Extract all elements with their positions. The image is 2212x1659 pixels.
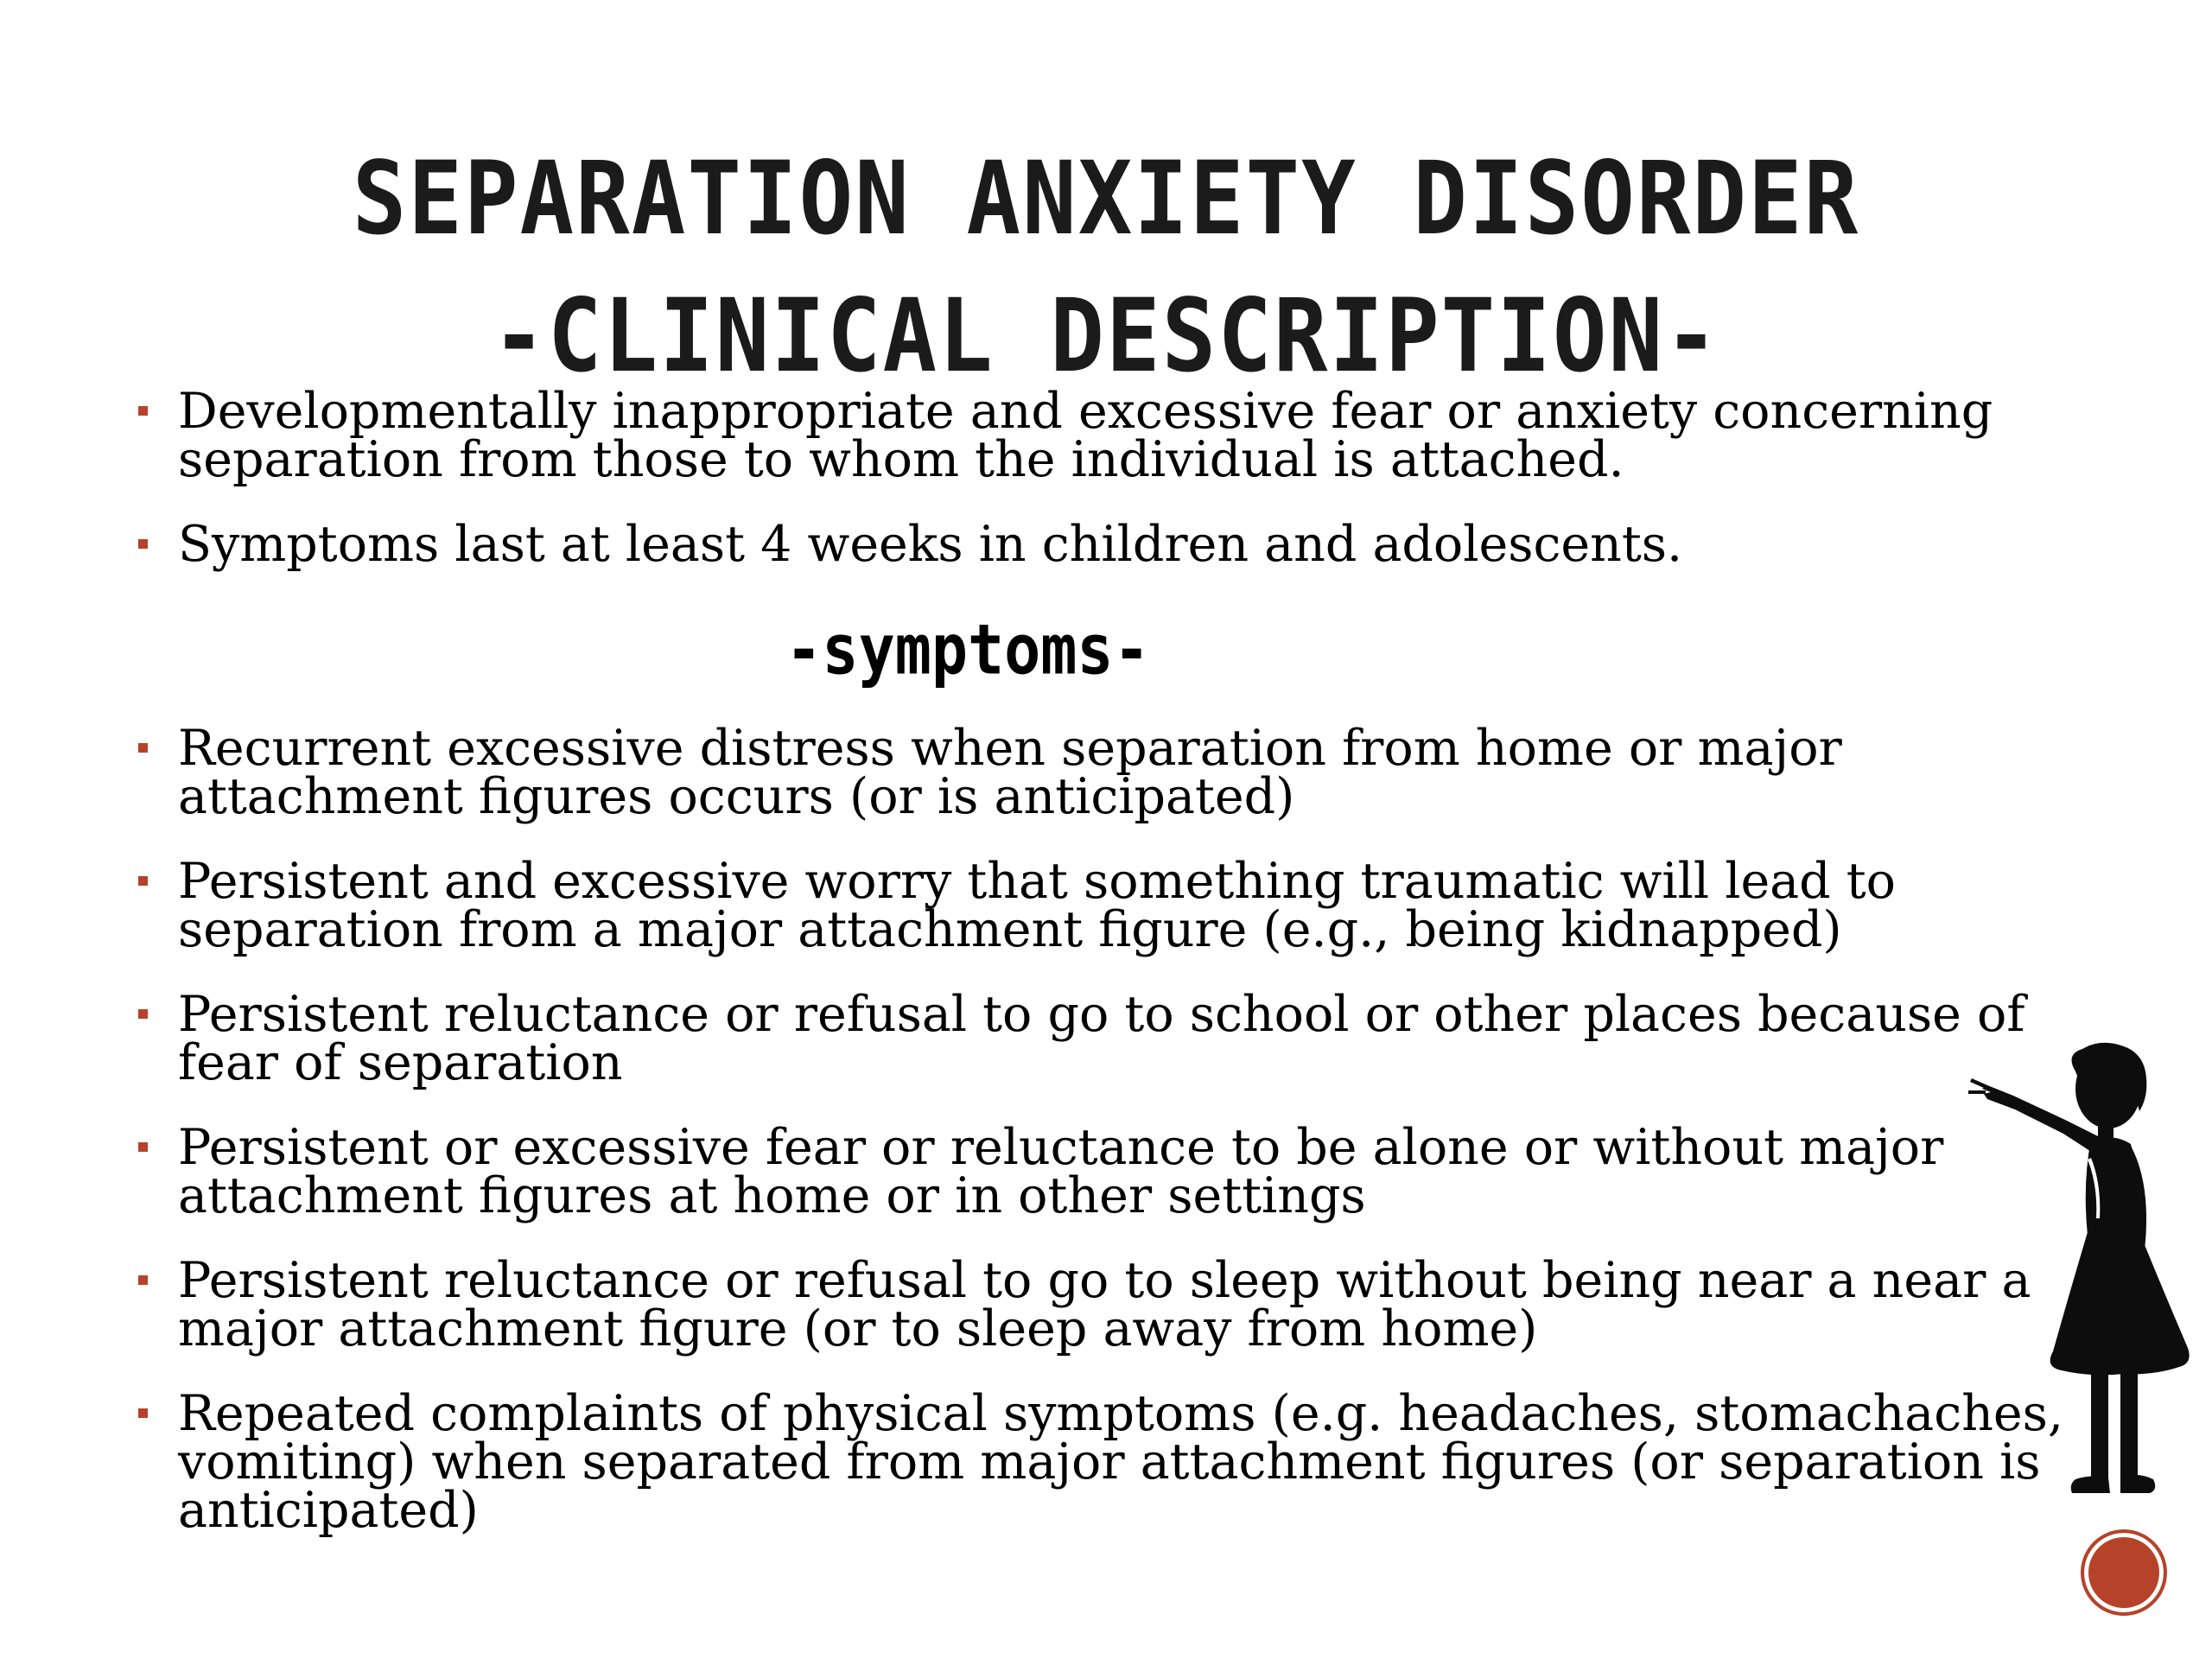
slide-title: [0, 130, 2212, 404]
list-item: [138, 720, 2091, 825]
girl-reaching-silhouette-icon: [1961, 1037, 2203, 1521]
symptom-bullet-list: [138, 720, 2091, 1571]
list-item: [138, 986, 2091, 1091]
symptoms-heading: -symptoms-: [785, 608, 1150, 691]
bullet-square-icon: [138, 743, 148, 753]
bullet-square-icon: [138, 1009, 148, 1019]
bullet-text: Repeated complaints of physical symptoms (e.g. headaches, stomachaches, vomiting) when separated from major attachment figures (or separation is anticipated): [178, 1385, 2064, 1539]
bullet-text: Persistent or excessive fear or reluctance to be alone or without major attachment figures at home or in other settings: [178, 1119, 1944, 1224]
list-item: [138, 1119, 2091, 1224]
bullet-text: Developmentally inappropriate and excessive fear or anxiety concerning separation from those to whom the individual is attached.: [178, 383, 1993, 488]
list-item: [138, 383, 2091, 488]
bullet-text: Persistent and excessive worry that something traumatic will lead to separation from a major attachment figure (e.g., being kidnapped): [178, 853, 1896, 958]
bullet-square-icon: [138, 876, 148, 886]
bullet-square-icon: [138, 539, 148, 549]
slide-title-line-2: -CLINICAL DESCRIPTION-: [492, 276, 1720, 395]
bullet-text: Persistent reluctance or refusal to go to school or other places because of fear of separation: [178, 986, 2025, 1091]
bullet-square-icon: [138, 406, 148, 416]
bullet-text: Symptoms last at least 4 weeks in children and adolescents.: [178, 516, 1683, 573]
next-slide-button[interactable]: [2081, 1529, 2167, 1616]
bullet-text: Recurrent excessive distress when separation from home or major attachment figures occurs (or is anticipated): [178, 720, 1842, 825]
list-item: [138, 1385, 2091, 1539]
bullet-text: Persistent reluctance or refusal to go to sleep without being near a near a major attachment figure (or to sleep away from home): [178, 1252, 2031, 1357]
list-item: [138, 1252, 2091, 1357]
slide-title-line-1: SEPARATION ANXIETY DISORDER: [352, 139, 1860, 257]
list-item: [138, 516, 2091, 573]
bullet-square-icon: [138, 1142, 148, 1152]
bullet-square-icon: [138, 1408, 148, 1418]
list-item: [138, 853, 2091, 958]
bullet-square-icon: [138, 1275, 148, 1285]
intro-bullet-list: [138, 383, 2091, 605]
